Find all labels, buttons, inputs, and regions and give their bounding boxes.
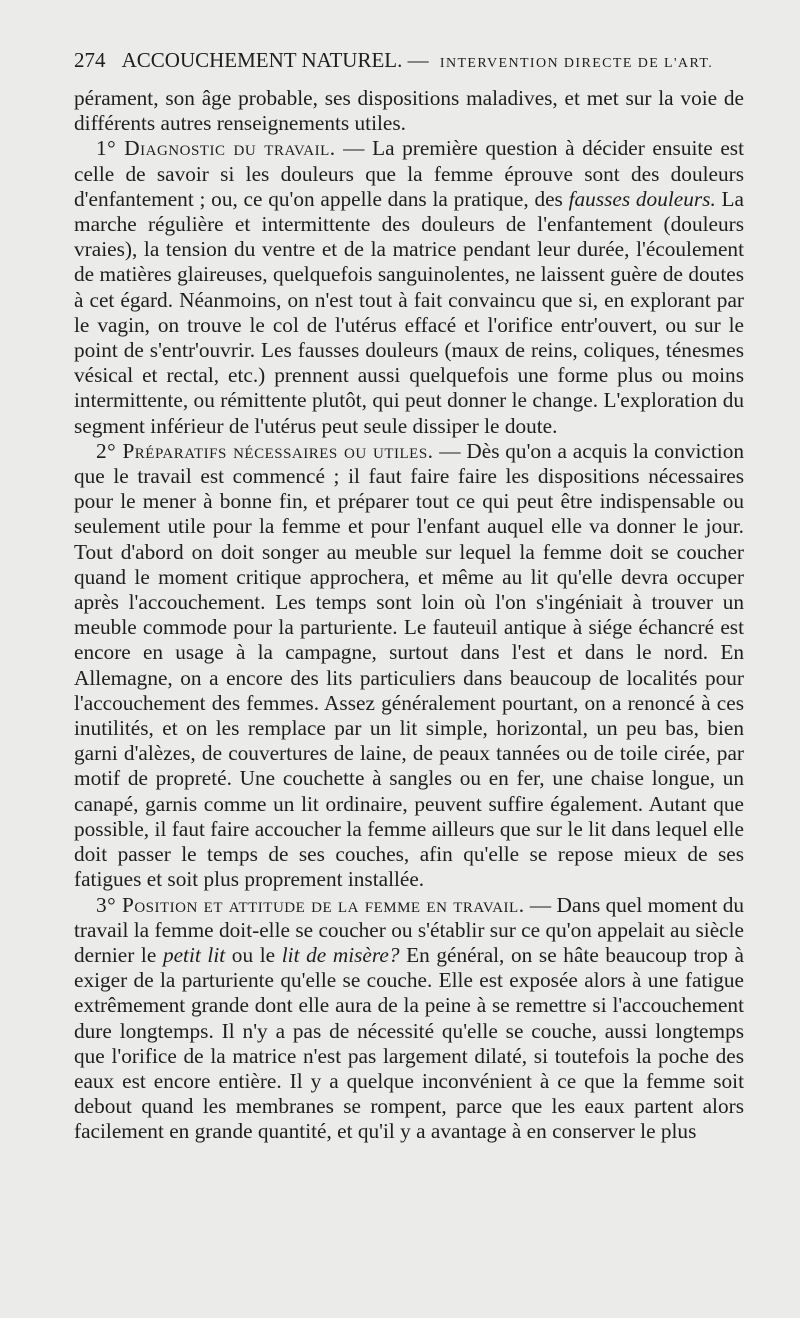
- paragraph-text: En général, on se hâte beaucoup trop à exiger de la parturiente qu'elle se couche. Elle est exposée alors à une fatigue extrêmement grande dont elle aura de la peine à se remettre si l'accouchement dure longtemps. Il n'y a pas de nécessité qu'elle se couche, aussi longtemps que l'orifice de la matrice n'est pas largement dilaté, si toutefois la poche des eaux est encore entière. Il y a quelque inconvénient à ce que la femme soit debout quand les membranes se rompent, parce que les eaux partent alors facilement en grande quantité, et qu'il y a avantage à en conserver le plus: [74, 942, 745, 1144]
- italic-term: lit de misère?: [281, 942, 400, 967]
- section-heading-diagnostic: 1° Diagnostic du travail.: [96, 136, 336, 161]
- section-heading-preparatifs: 2° Préparatifs nécessaires ou utiles.: [96, 438, 434, 463]
- section-heading-position: 3° Position et attitude de la femme en travail.: [96, 892, 525, 917]
- header-title: ACCOUCHEMENT NATUREL.: [121, 48, 403, 72]
- paragraph-position: [74, 893, 744, 1145]
- paragraph-text: — La première question à décider ensuite est celle de savoir si les douleurs que la femme éprouve sont des douleurs d'enfantement ; ou, ce qu'on appelle dans la pratique, des: [74, 136, 744, 211]
- italic-term: petit lit: [162, 942, 226, 967]
- body-text: [74, 86, 744, 1145]
- paragraph-diagnostic: [74, 136, 744, 438]
- header-dash: —: [407, 48, 429, 72]
- running-header: [74, 46, 744, 74]
- italic-term: fausses douleurs.: [568, 186, 716, 211]
- paragraph-text: — Dès qu'on a acquis la conviction que le travail est commencé ; il faut faire faire les dispositions nécessaires pour le mener à bonne fin, et préparer tout ce qui peut être indispensable ou seulement utile pour la femme et pour l'enfant auquel elle va donner le jour. Tout d'abord on doit songer au meuble sur lequel la femme doit se coucher quand le moment critique approchera, et même au lit qu'elle devra occuper après l'accouchement. Les temps sont loin où l'on s'ingéniait à trouver un meuble commode pour la parturiente. Le fauteuil antique à siége échancré est encore en usage à la campagne, surtout dans l'est et dans le nord. En Allemagne, on a encore des lits particuliers dans beaucoup de localités pour l'accouchement des femmes. Assez généralement pourtant, on a renoncé à ces inutilités, et on les remplace par un lit simple, horizontal, un peu bas, bien garni d'alèzes, de couvertures de laine, de peaux tannées ou de toile cirée, par motif de propreté. Une couchette à sangles ou en fer, une chaise longue, un canapé, garnis comme un lit ordinaire, peuvent suffire également. Autant que possible, il faut faire accoucher la femme ailleurs que sur le lit dans lequel elle doit passer le temps de ses couches, afin qu'elle se repose mieux de ses fatigues et soit plus proprement installée.: [74, 438, 744, 892]
- paragraph-continuation: pérament, son âge probable, ses dispositions maladives, et met sur la voie de différents autres renseignements utiles.: [74, 86, 744, 136]
- header-subtitle: INTERVENTION DIRECTE DE L'ART.: [439, 56, 714, 71]
- paragraph-text: ou le: [225, 942, 282, 967]
- page-number: 274: [74, 48, 106, 72]
- paragraph-text: — Dans quel moment du travail la femme doit-elle se coucher ou s'établir sur ce qu'on appelait au siècle dernier le: [74, 892, 744, 967]
- paragraph-preparatifs: [74, 439, 744, 893]
- paragraph-text: La marche régulière et intermittente des douleurs de l'enfantement (douleurs vraies), la tension du ventre et de la matrice pendant leur durée, l'écoulement de matières glaireuses, quelquefois sanguinolentes, ne laissent guère de doutes à cet égard. Néanmoins, on n'est tout à fait convaincu que si, en explorant par le vagin, on trouve le col de l'utérus effacé et l'orifice entr'ouvert, ou sur le point de s'entr'ouvrir. Les fausses douleurs (maux de reins, coliques, ténesmes vésical et rectal, etc.) prennent aussi quelquefois une forme plus ou moins intermittente, ou rémittente plutôt, qui peut donner le change. L'exploration du segment inférieur de l'utérus peut seule dissiper le doute.: [74, 186, 744, 438]
